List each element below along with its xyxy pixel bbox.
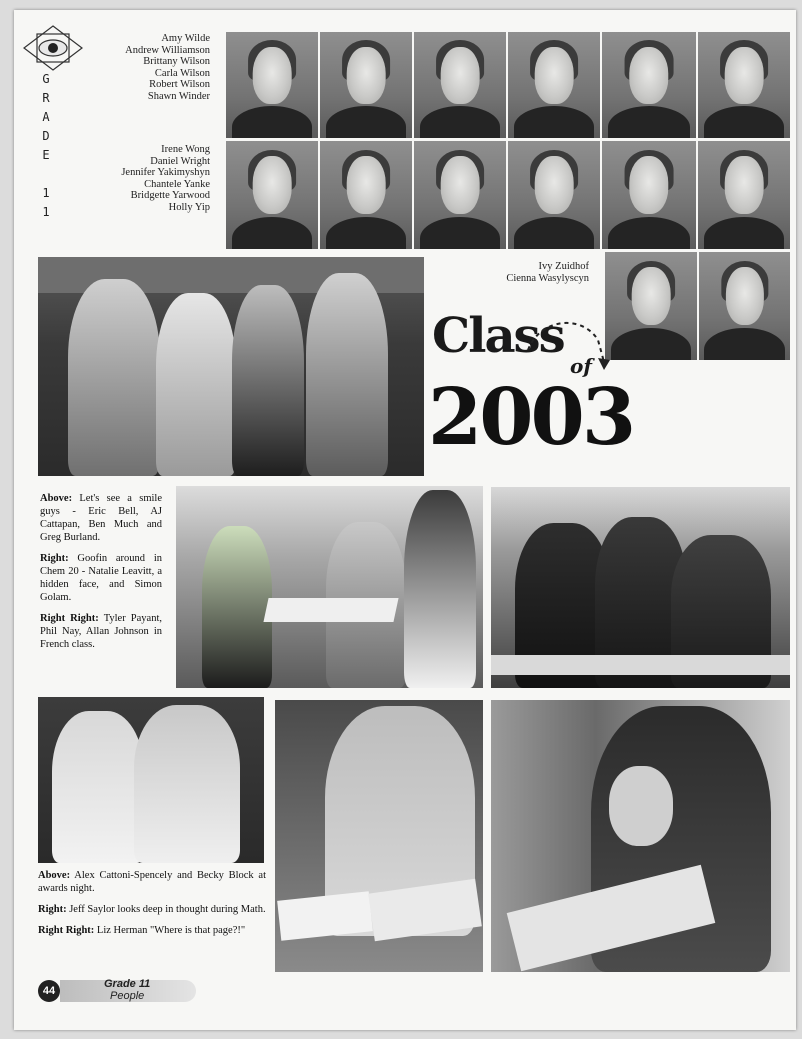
swirl-decoration-icon: [520, 312, 610, 372]
class-of-year: 2003: [428, 372, 634, 463]
names-row-3: [506, 261, 589, 284]
name: Jennifer Yakimyshyn: [121, 167, 210, 178]
portrait-photo: [226, 32, 318, 138]
portrait-photo: [605, 252, 697, 360]
portrait-photo: [508, 141, 600, 249]
page-number: 44: [38, 980, 60, 1002]
name: Daniel Wright: [150, 155, 210, 167]
portrait-photo: [508, 32, 600, 138]
name: Irene Wong: [161, 144, 210, 155]
name: Carla Wilson: [154, 67, 210, 79]
class-of-title: Class: [432, 308, 564, 364]
portrait-photo: [226, 141, 318, 249]
portrait-photo: [602, 32, 696, 138]
eye-emblem-icon: [22, 24, 84, 72]
captions-bottom: Above: Alex Cattoni-Spencely and Becky Block at awards night. Right: Jeff Saylor looks deep in thought during Math. Right Right: Liz Herman "Where is that page?!": [38, 870, 266, 936]
french-class-photo: [491, 487, 790, 688]
names-row-1: [125, 33, 210, 102]
name: Robert Wilson: [149, 79, 210, 90]
grade-side-label: G R A D E 1 1: [42, 72, 50, 219]
subsection-label: People: [110, 990, 145, 1002]
portrait-photo: [414, 141, 506, 249]
portrait-photo: [414, 32, 506, 138]
captions-top: Above: Let's see a smile guys - Eric Bell, AJ Cattapan, Ben Much and Greg Burland. Right: Goofin around in Chem 20 - Natalie Leavitt, a hidden face, and Simon Golam. Right Right: Tyler Payant, Phil Nay, Allan Johnson in French class.: [40, 493, 163, 650]
class-of-of: of: [570, 354, 592, 378]
awards-night-photo: [38, 697, 264, 863]
portrait-photo: [602, 141, 696, 249]
chem-class-photo: [176, 486, 483, 688]
name: Andrew Williamson: [125, 44, 210, 56]
name: Shawn Winder: [147, 90, 210, 102]
reading-photo: [491, 700, 790, 972]
names-row-2: [121, 144, 210, 213]
name: Bridgette Yarwood: [130, 190, 210, 201]
name: Holly Yip: [168, 201, 210, 213]
portrait-photo: [320, 32, 412, 138]
name: Chantele Yanke: [144, 178, 210, 190]
portrait-photo: [698, 32, 790, 138]
name: Ivy Zuidhof: [538, 261, 589, 272]
math-class-photo: [275, 700, 483, 972]
portrait-photo: [699, 252, 790, 360]
group-photo: [38, 257, 424, 476]
name: Cienna Wasylyscyn: [506, 272, 589, 284]
section-label: Grade 11: [104, 978, 151, 990]
portrait-photo: [698, 141, 790, 249]
name: Brittany Wilson: [143, 56, 210, 67]
name: Amy Wilde: [161, 33, 210, 44]
portrait-photo: [320, 141, 412, 249]
